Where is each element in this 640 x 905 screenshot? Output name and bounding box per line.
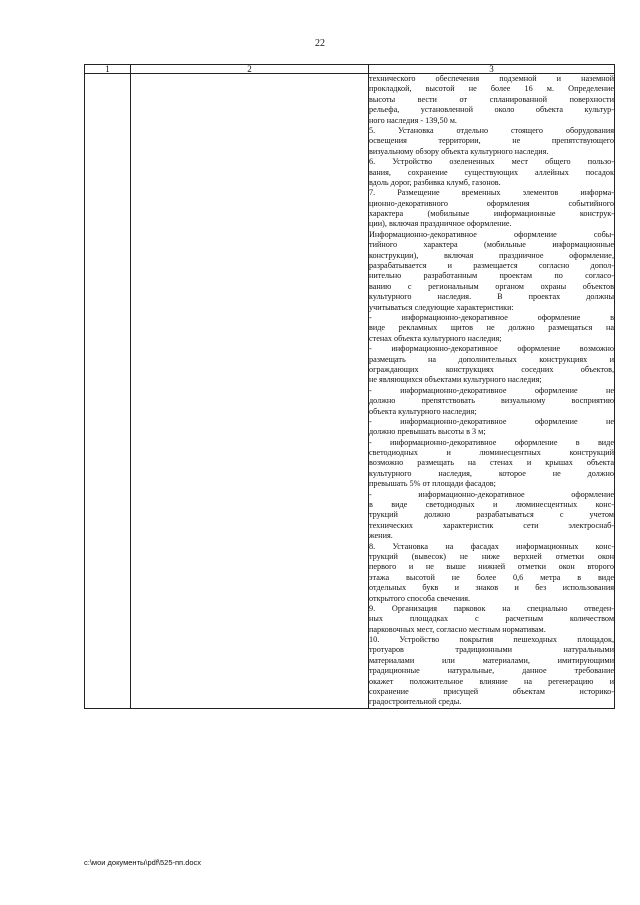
text-line: 8. Установка на фасадах информационных конс- [369,541,614,551]
text-line: этажа высотой не более 0,6 метра в виде [369,572,614,582]
table-row [85,74,615,709]
text-line: ции), включая праздничное оформление. [369,219,512,229]
text-line: стенах объекта культурного наследия; [369,333,502,343]
text-line: вдоль дорог, разбивка клумб, газонов. [369,177,501,187]
text-line: вания, сохранение существующих аллейных посадок [369,167,614,177]
text-line: превышать 5% от площади фасадов; [369,479,496,489]
text-line: - информационно-декоративное оформление не [369,385,614,395]
text-line: возможно размещать на стенах и крышах объекта [369,458,614,468]
text-line: технического обеспечения подземной и наземной [369,74,614,83]
text-line: ванию с региональным органом охраны объектов [369,281,614,291]
text-line: тийного характера (мобильные информационные [369,240,614,250]
text-line: - информационно-декоративное оформление возможно [369,344,614,354]
file-path-footer: c:\мои документы\pdf\525-пп.docx [84,858,202,867]
text-line: открытого способа свечения. [369,593,471,603]
text-line: традиционные натуральные, данное требование [369,666,614,676]
text-line: конструкции), включая праздничное оформление, [369,250,614,260]
text-line: не являющихся объектами культурного наследия; [369,375,542,385]
text-line: градостроительной среды. [369,697,462,707]
page-number: 22 [315,38,325,49]
text-line: светодиодных и люминесцентных конструкций [369,448,614,458]
text-line: нительно разработанным проектам по согласо- [369,271,614,281]
table-header-row [85,65,615,74]
text-line: визуальному обзору объекта культурного наследия. [369,146,549,156]
text-line: парковочных мест, согласно местным нормативам. [369,624,546,634]
text-line: высоты вести от спланированной поверхности [369,94,614,104]
text-line: прокладкой, высотой не более 16 м. Определение [369,84,614,94]
text-line: - информационно-декоративное оформление [369,489,614,499]
text-line: культурного наследия, которое не должно [369,468,614,478]
text-line: 10. Устройство покрытия пешеходных площадок, [369,635,614,645]
text-line: культурного наследия. В проектах должны [369,292,614,302]
text-line: Информационно-декоративное оформление собы- [369,229,614,239]
text-line: 7. Размещение временных элементов информа- [369,188,614,198]
text-line: ционно-декоративного оформления событийного [369,198,614,208]
text-line: характера (мобильные информационные конструк- [369,209,614,219]
text-line: 5. Установка отдельно стоящего оборудования [369,125,614,135]
cell-column-2 [131,74,369,709]
text-line: учитываться следующие характеристики: [369,302,514,312]
text-line: ных площадках с расчетным количеством [369,614,614,624]
text-line: - информационно-декоративное оформление в виде [369,437,614,447]
text-line: размещать на дополнительных конструкциях и [369,354,614,364]
document-table [84,64,615,709]
text-line: должно препятствовать визуальному восприятию [369,396,614,406]
text-line: первого и не выше нижней отметки окон второго [369,562,614,572]
column-header-2: 2 [131,65,369,74]
column-header-3: 3 [369,65,615,74]
text-line: жения. [369,531,393,541]
text-line: освещения территории, не препятствующего [369,136,614,146]
text-line: 9. Организация парковок на специально отведен- [369,603,614,613]
text-line: виде рекламных щитов не должно размещаться на [369,323,614,333]
text-line: 6. Устройство озелененных мест общего пользо- [369,157,614,167]
text-line: сохранение присущей объектам историко- [369,687,614,697]
text-line: трукций должно разрабатываться с учетом [369,510,614,520]
text-line: - информационно-декоративное оформление не [369,416,614,426]
text-line: в виде светодиодных и люминесцентных конс- [369,500,614,510]
column-header-1: 1 [85,65,131,74]
text-line: трукций (вывесок) не ниже верхней отметки окон [369,551,614,561]
text-line: - информационно-декоративное оформление в [369,312,614,322]
text-line: материалами или материалами, имитирующими [369,655,614,665]
text-line: технических характеристик сети электроснаб- [369,520,614,530]
text-line: рельефа, установленной около объекта культур- [369,105,614,115]
text-line: должно превышать высоты в 3 м; [369,427,486,437]
text-line: окажет положительное влияние на регенерацию и [369,676,614,686]
cell-column-1 [85,74,131,709]
text-line: разрабатывается и размещается согласно допол- [369,261,614,271]
text-line: объекта культурного наследия; [369,406,477,416]
text-line: тротуаров традиционными натуральными [369,645,614,655]
cell-column-3 [369,74,615,709]
text-line: отдельных букв и знаков и без использования [369,583,614,593]
text-line: ограждающих конструкциях соседних объектов, [369,364,614,374]
text-line: ного наследия - 139,50 м. [369,115,457,125]
